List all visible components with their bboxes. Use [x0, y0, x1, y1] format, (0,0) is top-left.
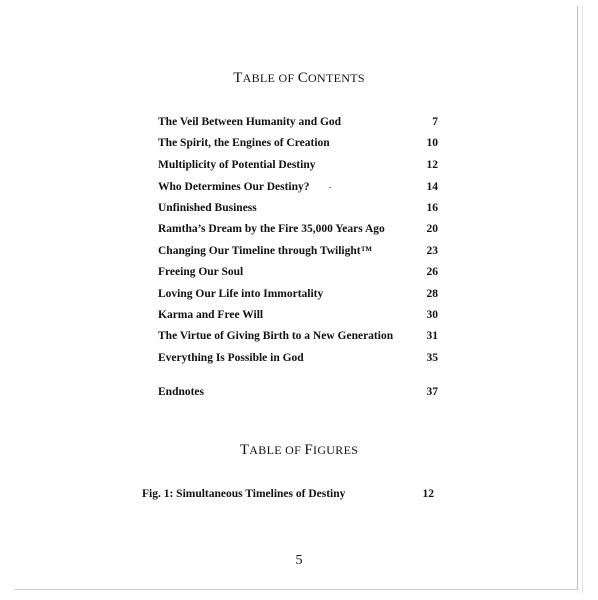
toc-entry-page: 28: [426, 288, 438, 300]
page-number: 5: [295, 553, 303, 568]
tof-entry: [142, 488, 434, 504]
toc-entry-title: Unfinished Business: [158, 202, 257, 214]
toc-entry: [158, 245, 438, 261]
toc-entry-page: 16: [426, 202, 438, 214]
toc-entry: [158, 202, 438, 218]
toc-entry: [158, 116, 438, 132]
toc-entry-page: 35: [426, 352, 438, 364]
toc-entry-title: Changing Our Timeline through Twilight™: [158, 245, 373, 257]
toc-entry-title: Ramtha’s Dream by the Fire 35,000 Years Ago: [158, 223, 385, 235]
toc-entry: [158, 288, 438, 304]
toc-entry-title: The Spirit, the Engines of Creation: [158, 137, 330, 149]
toc-entry-title: Endnotes: [158, 386, 205, 398]
toc-entry-page: 7: [432, 116, 438, 128]
toc-entry: [158, 352, 438, 368]
toc-entry-page: 23: [426, 245, 438, 257]
toc-entry-page: 37: [426, 386, 438, 398]
toc-entry: [158, 223, 438, 239]
tof-entry-title: Fig. 1: Simultaneous Timelines of Destiny: [142, 488, 346, 500]
toc-entry: [158, 266, 438, 282]
toc-entry-title: Everything Is Possible in God: [158, 352, 304, 364]
tof-heading: TABLE OF FIGURES: [239, 442, 359, 458]
tof-entry-page: 12: [422, 488, 434, 500]
toc-entry-page: 26: [426, 266, 438, 278]
toc-entry-title: The Veil Between Humanity and God: [158, 116, 342, 128]
toc-entry-title: Freeing Our Soul: [158, 266, 244, 278]
toc-entry-title: Multiplicity of Potential Destiny: [158, 159, 316, 171]
toc-entry: [158, 159, 438, 175]
toc-entry-page: 20: [426, 223, 438, 235]
toc-entry-page: 30: [426, 309, 438, 321]
toc-entry: [158, 309, 438, 325]
toc-entry: [158, 330, 438, 346]
toc-entry-title: Who Determines Our Destiny?: [158, 181, 310, 193]
toc-entry-title: The Virtue of Giving Birth to a New Generation: [158, 330, 394, 342]
toc-heading: TABLE OF CONTENTS: [233, 70, 365, 86]
toc-entry-page: 31: [426, 330, 438, 342]
toc-entry-title: Karma and Free Will: [158, 309, 264, 321]
toc-entry: [158, 137, 438, 153]
toc-entry-page: 10: [426, 137, 438, 149]
toc-entry-title: Loving Our Life into Immortality: [158, 288, 324, 300]
toc-entry-page: 12: [426, 159, 438, 171]
toc-entry-endnotes: [158, 386, 438, 402]
toc-entry: [158, 181, 438, 197]
toc-entry-page: 14: [426, 181, 438, 193]
